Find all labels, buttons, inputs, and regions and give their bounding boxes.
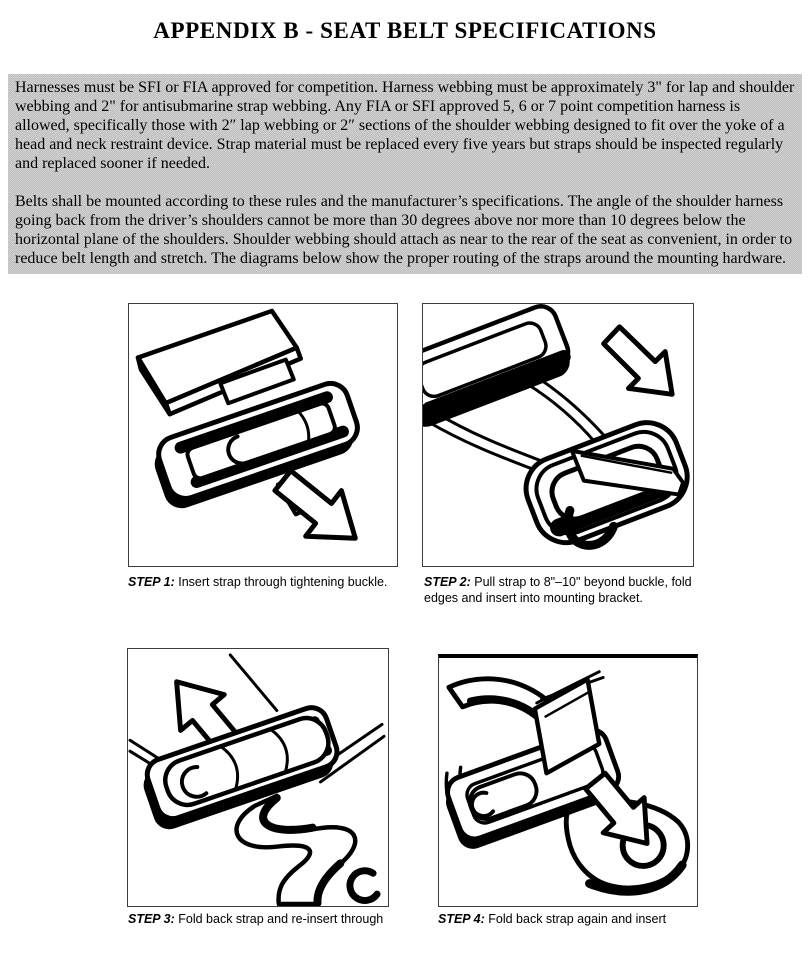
spec-paragraph-harness: Harnesses must be SFI or FIA approved for competition. Harness webbing must be approximately 3" for lap and shoulder webbing and 2" for antisubmarine strap webbing. Any FIA or SFI approved 5, 6 or 7 point competition harness is allowed, specifically those with 2″ lap webbing or 2″ sections of the shoulder webbing designed to fit over the yoke of a head and neck restraint device. Strap material must be replaced every five years but straps should be inspected regularly and replaced sooner if needed.	[15, 79, 795, 172]
specifications-highlight-block	[8, 74, 802, 274]
step2-strap-bracket-illustration	[423, 304, 693, 566]
step1-label: STEP 1:	[128, 575, 175, 589]
down-right-arrow-icon	[275, 471, 355, 538]
figure-frame-step3	[127, 648, 389, 907]
step2-label: STEP 2:	[424, 575, 471, 589]
step4-text: Fold back strap again and insert	[484, 912, 667, 926]
s-curve-shadow	[263, 798, 312, 830]
step4-label: STEP 4:	[438, 912, 485, 926]
step2-text: Pull strap to 8"–10" beyond buckle, fold edges and insert into mounting bracket.	[424, 575, 692, 605]
page-title: APPENDIX B - SEAT BELT SPECIFICATIONS	[153, 18, 657, 43]
caption-step1	[128, 574, 387, 590]
tightening-buckle	[136, 703, 344, 833]
step3-text: Fold back strap and re-insert through	[174, 912, 384, 926]
figure-frame-step1	[128, 303, 398, 567]
step1-text: Insert strap through tightening buckle.	[174, 575, 388, 589]
tightening-buckle	[423, 304, 576, 431]
figure-frame-step4	[438, 654, 698, 907]
spec-paragraph-mounting: Belts shall be mounted according to these rules and the manufacturer’s specifications. The angle of the shoulder harness going back from the driver’s shoulders cannot be more than 30 degrees above nor more than 10 degrees below the horizontal plane of the shoulders. Shoulder webbing should attach as near to the rear of the seat as convenient, in order to reduce belt length and stretch. The diagrams below show the proper routing of the straps around the mounting hardware.	[15, 193, 793, 267]
caption-step2	[424, 574, 704, 606]
figure-frame-step2	[422, 303, 694, 567]
caption-step4	[438, 911, 666, 927]
step3-label: STEP 3:	[128, 912, 175, 926]
step4-refold-insert-illustration	[439, 658, 697, 905]
step1-buckle-illustration	[129, 304, 397, 566]
caption-step3	[128, 911, 383, 927]
strap-curl	[350, 871, 377, 901]
step3-fold-back-illustration	[128, 649, 388, 906]
down-right-arrow-icon	[604, 327, 672, 394]
s-curve-strap	[237, 796, 356, 904]
